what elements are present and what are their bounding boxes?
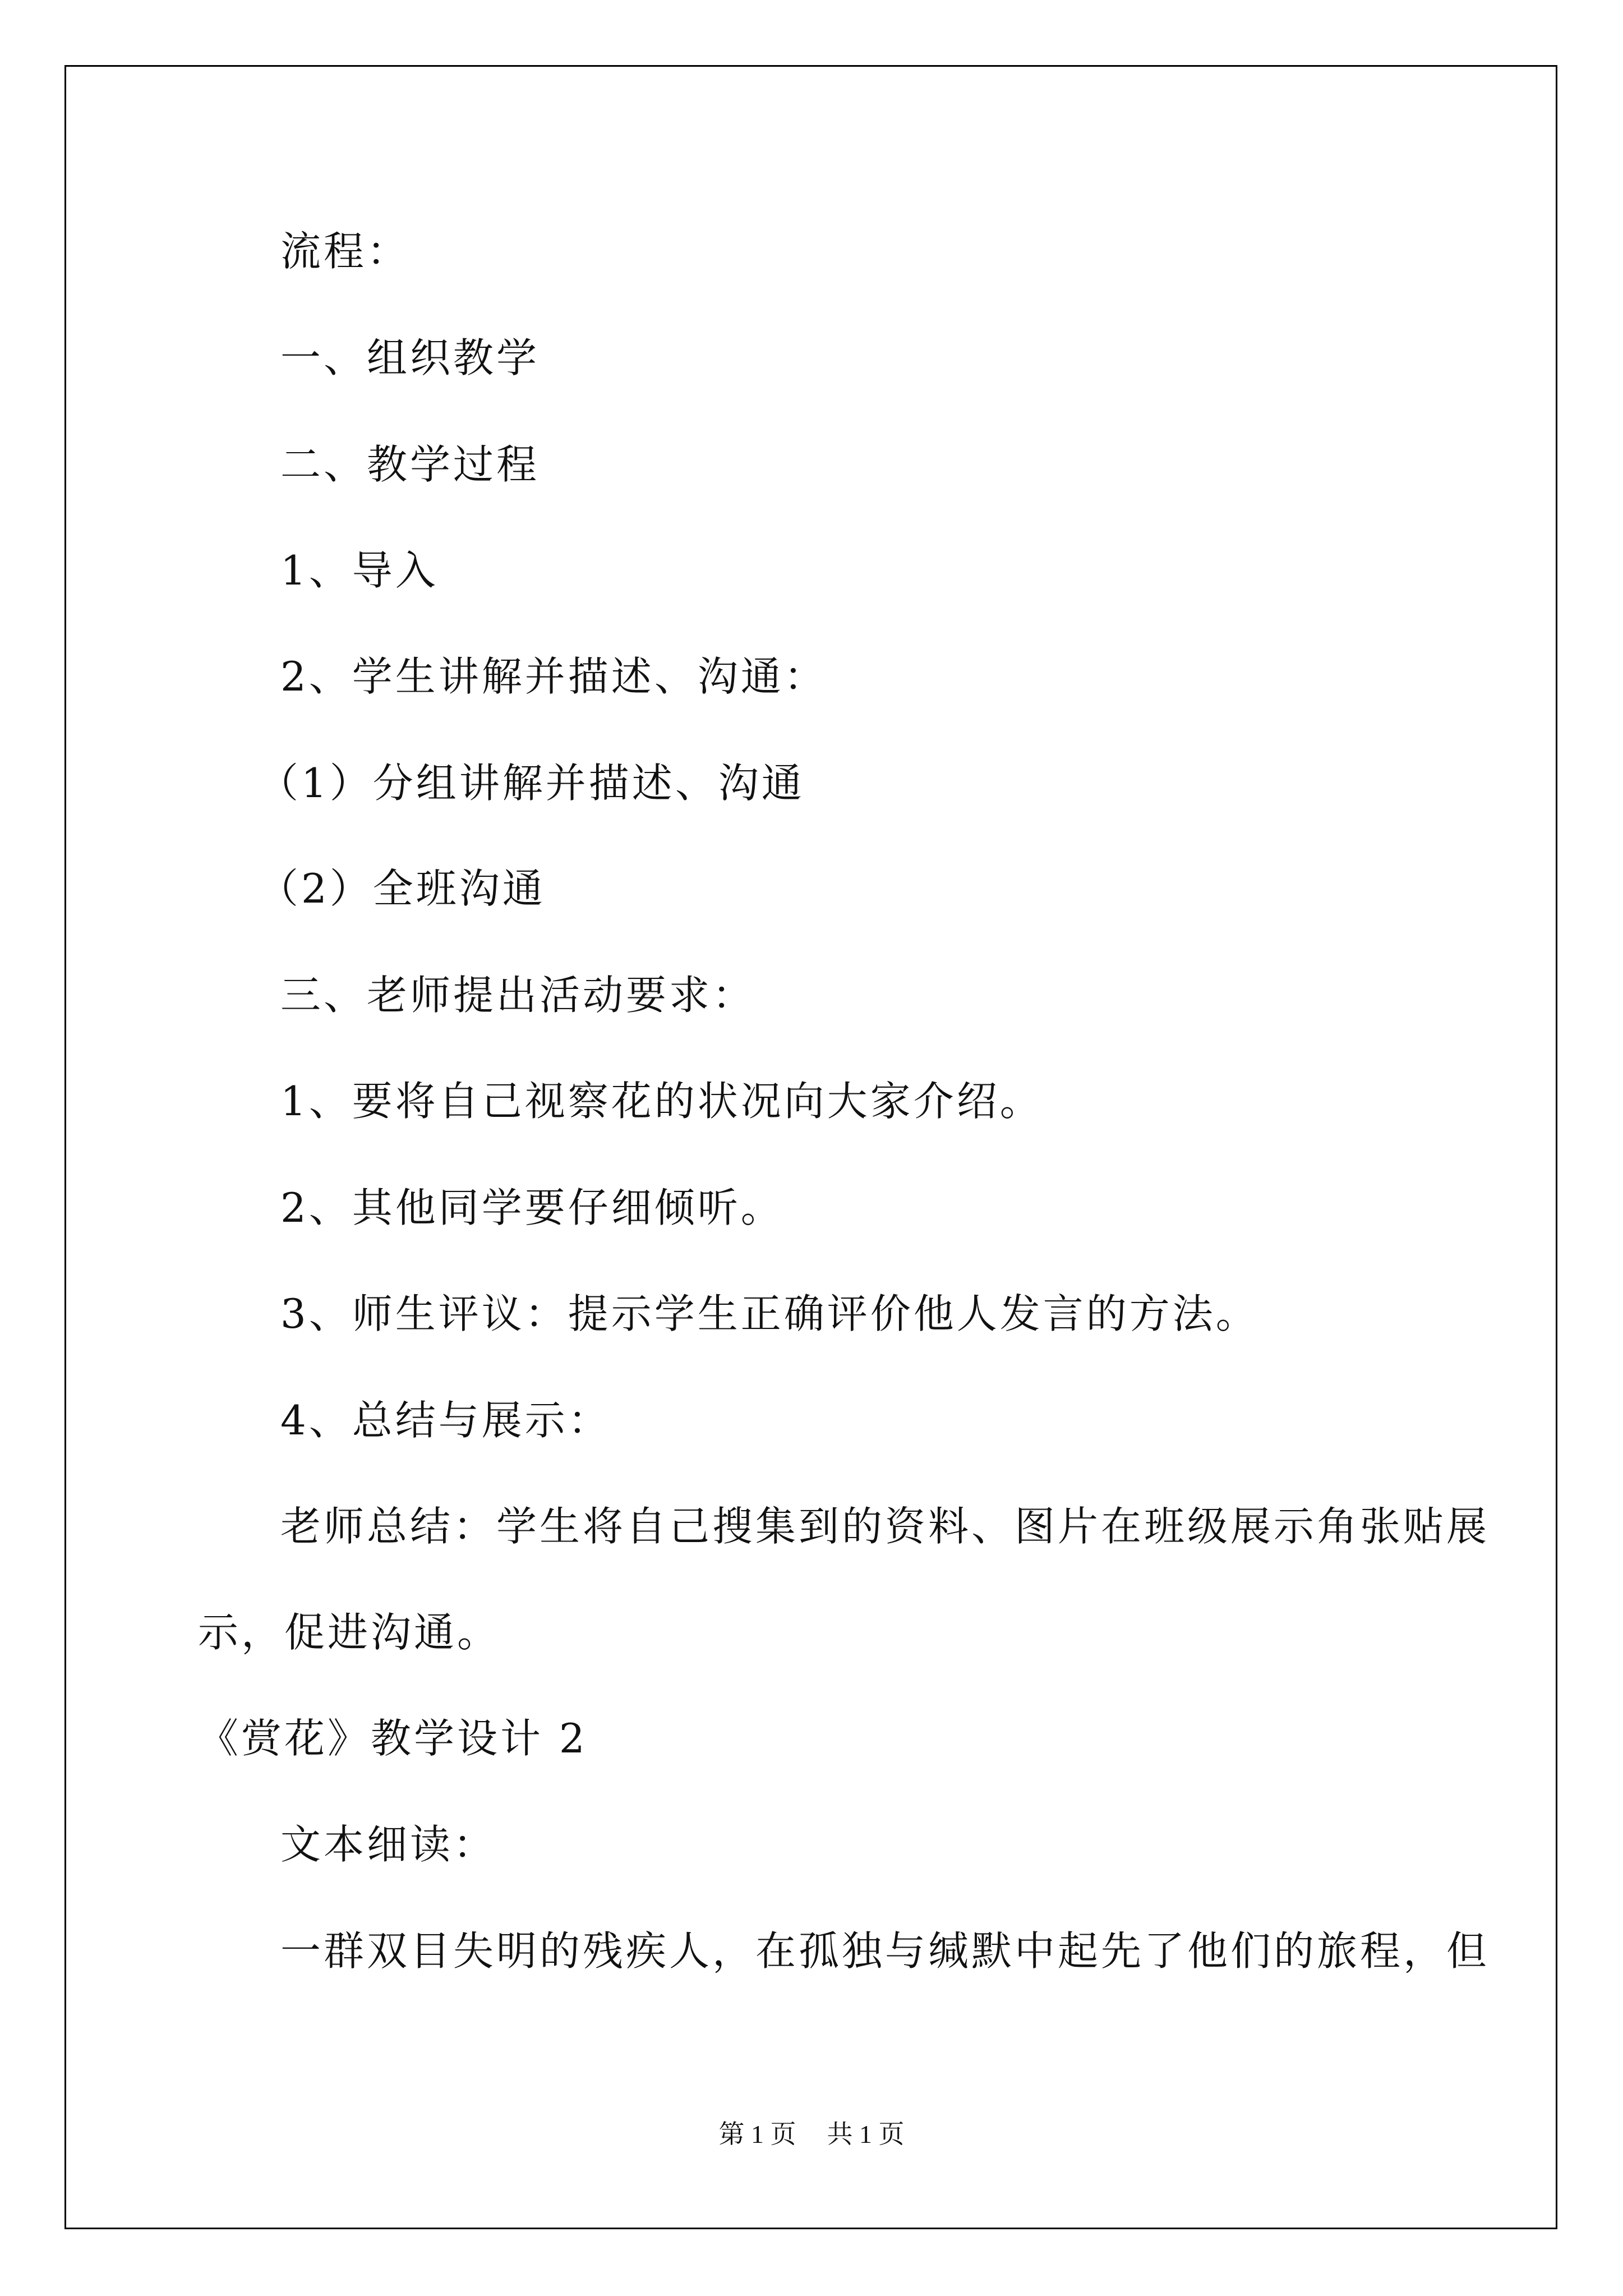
text-line: （1）分组讲解并描述、沟通 <box>258 760 805 807</box>
text-line: 一群双目失明的残疾人，在孤独与缄默中起先了他们的旅程，但 <box>280 1927 1490 1975</box>
section-heading: 《赏花》教学设计 2 <box>198 1715 588 1762</box>
text-line: 示，促进沟通。 <box>198 1609 501 1656</box>
text-line: 1、导入 <box>280 547 439 594</box>
text-line: 2、学生讲解并描述、沟通： <box>280 653 827 700</box>
text-line: 老师总结：学生将自己搜集到的资料、图片在班级展示角张贴展 <box>280 1503 1490 1550</box>
text-line: 三、老师提出活动要求： <box>280 972 756 1019</box>
text-line: 文本细读： <box>280 1821 497 1868</box>
page-footer <box>0 2114 1623 2151</box>
page-border <box>64 65 1557 2229</box>
text-line: 2、其他同学要仔细倾听。 <box>280 1184 784 1231</box>
page-number: 第 1 页 <box>718 2120 796 2148</box>
text-line: 流程： <box>280 228 411 275</box>
text-line: （2）全班沟通 <box>258 865 546 912</box>
text-line: 3、师生评议：提示学生正确评价他人发言的方法。 <box>280 1290 1259 1337</box>
text-line: 4、总结与展示： <box>280 1397 611 1444</box>
text-line: 一、组织教学 <box>280 334 540 381</box>
text-line: 二、教学过程 <box>280 441 540 488</box>
text-line: 1、要将自己视察花的状况向大家介绍。 <box>280 1078 1043 1125</box>
page-total: 共 1 页 <box>827 2120 905 2148</box>
